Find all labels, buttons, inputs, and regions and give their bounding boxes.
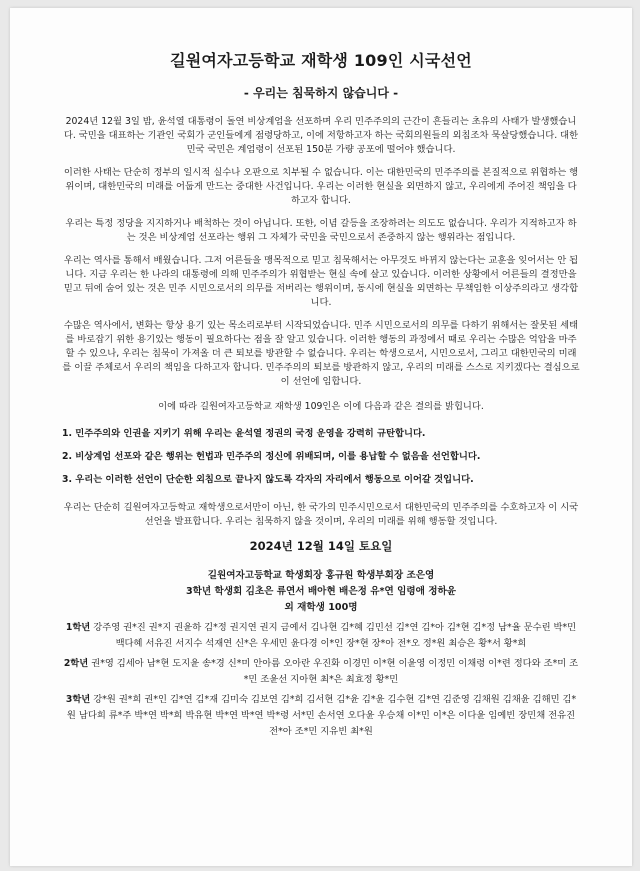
resolution-item: 2. 비상계엄 선포와 같은 행위는 헌법과 민주주의 정신에 위배되며, 이를 용납할 수 없음을 선언합니다. xyxy=(62,451,481,462)
grade-label: 3학년 xyxy=(65,694,91,705)
paragraph-incident: 2024년 12월 3일 밤, 윤석열 대통령이 돌연 비상계엄을 선포하며 우리 민주주의의 근간이 흔들리는 초유의 사태가 발생했습니다. 국민을 대표하는 기관인 국회가 군인들에게 점령당하고, 이에 저항하고자 하는 국회의원들의 외침조차 묵살당했습니다. 대한민국 국민은 계엄령이 선포된 150분 가량 공포에 떨어야 했습니다. xyxy=(63,116,579,155)
grade-names: 강주영 권*진 권*지 권윤하 김*정 권지연 권지 금예서 김나현 김*혜 김민선 김*연 김*아 김*현 김*정 남*율 문수린 박*민 백다혜 서유진 서지수 석재연 신*은 우세민 윤다경 이*인 장*현 장*아 전*오 정*원 최승은 황*서 황*희 xyxy=(93,622,577,649)
document-title: 길원여자고등학교 재학생 109인 시국선언 xyxy=(170,51,472,70)
resolution-list xyxy=(62,426,580,487)
grade-names: 강*원 권*희 권*인 김*연 김*재 김미숙 김보연 김*희 김서현 김*윤 김*윤 김수현 김*연 김준영 김채원 김채윤 김해민 김*원 남다희 류*주 박*연 박*희 박유현 박*연 박*연 박*령 서*민 손서연 오다윤 우승채 이*민 이*은 이다윤 임예빈 장민채 전유진 전*아 조*민 지유빈 최*원 xyxy=(66,694,577,737)
grade-2-signatories xyxy=(62,656,580,688)
grade-label: 1학년 xyxy=(65,622,91,633)
declaration-sheet xyxy=(10,8,632,866)
grade-names: 권*영 김세아 남*현 도지윤 송*경 신*미 안아름 오아란 우진화 이경민 이*현 이윤영 이정민 이채령 이*련 정다와 조*미 조*민 조윤선 지아현 최*은 최효정 황*민 xyxy=(91,658,579,685)
grade-3-signatories xyxy=(62,692,580,740)
signatory-grade3-council: 3학년 학생회 김초은 류연서 배아현 배은정 유*연 임령애 정하윤 xyxy=(185,586,457,597)
grade-1-signatories xyxy=(62,620,580,652)
paragraph-nonpartisan: 우리는 특정 정당을 지지하거나 배척하는 것이 아닙니다. 또한, 이념 갈등을 조장하려는 의도도 없습니다. 우리가 지적하고자 하는 것은 비상계엄 선포라는 행위 그 자체가 국민을 국민으로서 존중하지 않는 행위라는 점입니다. xyxy=(65,218,577,243)
closing-statement: 우리는 단순히 길원여자고등학교 재학생으로서만이 아닌, 한 국가의 민주시민으로서 대한민국의 민주주의를 수호하고자 이 시국선언을 발표합니다. 우리는 침묵하지 않을 것이며, 우리의 미래를 위해 행동할 것입니다. xyxy=(63,502,579,527)
resolution-item: 3. 우리는 이러한 선언이 단순한 외침으로 끝나지 않도록 각자의 자리에서 행동으로 이어갈 것입니다. xyxy=(62,474,474,485)
grade-label: 2학년 xyxy=(63,658,89,669)
signatory-council: 길원여자고등학교 학생회장 홍규원 학생부회장 조은영 xyxy=(207,570,435,581)
paragraph-threat: 이러한 사태는 단순히 정부의 일시적 실수나 오판으로 치부될 수 없습니다. 이는 대한민국의 민주주의를 본질적으로 위협하는 행위이며, 대한민국의 미래를 어둡게 만드는 중대한 사건입니다. 우리는 이러한 현실을 외면하지 않고, 우리에게 주어진 책임을 다하고자 합니다. xyxy=(63,167,579,206)
document-subtitle: - 우리는 침묵하지 않습니다 - xyxy=(243,86,399,100)
paragraph-history: 우리는 역사를 통해서 배웠습니다. 그저 어른들을 맹목적으로 믿고 침묵해서는 아무것도 바뀌지 않는다는 교훈을 잊어서는 안 됩니다. 지금 우리는 한 나라의 대통령에 의해 민주주의가 위협받는 현실 속에 살고 있습니다. 이러한 상황에서 어른들의 결정만을 믿고 뒤에 숨어 있는 것은 민주 시민으로서의 의무를 저버리는 행위이며, 동시에 현실을 외면하는 무책임한 이상주의라고 생각합니다. xyxy=(63,255,579,308)
paragraph-courage: 수많은 역사에서, 변화는 항상 용기 있는 목소리로부터 시작되었습니다. 민주 시민으로서의 의무를 다하기 위해서는 잘못된 세태를 바로잡기 위한 용기있는 행동이 필요하다는 점을 잘 알고 있습니다. 이러한 행동의 과정에서 때로 우리는 수많은 억압을 마주할 수 있으나, 우리는 침묵이 가져올 더 큰 퇴보를 방관할 수 없습니다. 우리는 학생으로서, 시민으로서, 그리고 대한민국의 미래를 이끌 주체로서 우리의 책임을 다하고자 합니다. 민주주의의 퇴보를 방관하지 않고, 우리의 미래를 스스로 지키겠다는 결심으로 이 선언에 임합니다. xyxy=(62,320,580,387)
declaration-date: 2024년 12월 14일 토요일 xyxy=(249,539,393,553)
signatory-others: 외 재학생 100명 xyxy=(284,602,358,613)
resolution-intro: 이에 따라 길원여자고등학교 재학생 109인은 이에 다음과 같은 결의를 밝힙니다. xyxy=(158,401,484,412)
resolution-item: 1. 민주주의와 인권을 지키기 위해 우리는 윤석열 정권의 국정 운영을 강력히 규탄합니다. xyxy=(62,428,426,439)
